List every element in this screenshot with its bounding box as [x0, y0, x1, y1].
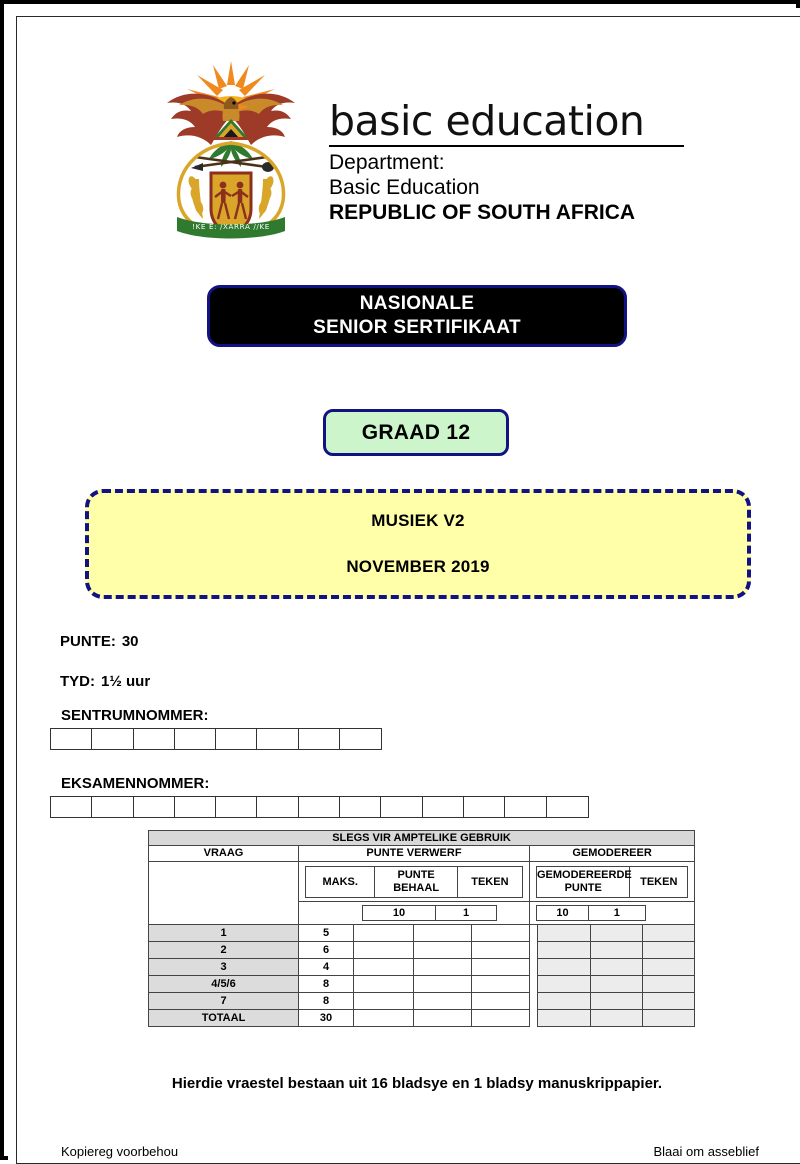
moderated-marks-cell[interactable] [591, 993, 643, 1010]
department-brand-text [329, 99, 684, 225]
exam-number-cell[interactable] [423, 797, 464, 817]
question-column-blank [149, 862, 299, 925]
question-number: 3 [149, 959, 299, 976]
question-number: 7 [149, 993, 299, 1010]
certificate-line-2: SENIOR SERTIFIKAAT [313, 317, 521, 338]
marks-achieved-cell[interactable] [354, 925, 414, 942]
subheader-max: MAKS. [306, 867, 375, 898]
subject-title: MUSIEK V2 [371, 511, 465, 530]
max-marks: 6 [299, 942, 354, 959]
exam-number-cell[interactable] [257, 797, 298, 817]
moderated-marks-cell[interactable] [538, 976, 591, 993]
certificate-line-1: NASIONALE [359, 293, 475, 314]
marker-code-10: 10 [362, 906, 436, 921]
table-row-title [149, 831, 695, 846]
subheader-sign: TEKEN [457, 867, 522, 898]
moderated-marks-cell[interactable] [538, 959, 591, 976]
table-row [149, 925, 695, 942]
subject-box [85, 489, 751, 599]
exam-number-cell[interactable] [51, 797, 92, 817]
centre-number-cell[interactable] [51, 729, 92, 749]
table-spacer [530, 959, 538, 976]
brand-department-name: Basic Education [329, 176, 480, 199]
moderated-marks-cell[interactable] [591, 959, 643, 976]
table-row-total [149, 1010, 695, 1027]
total-label: TOTAAL [149, 1010, 299, 1027]
marks-value: 30 [121, 633, 139, 650]
exam-number-input[interactable] [50, 796, 589, 818]
total-marks-achieved-cell[interactable] [354, 1010, 414, 1027]
centre-number-cell[interactable] [257, 729, 298, 749]
exam-number-cell[interactable] [92, 797, 133, 817]
exam-number-cell[interactable] [547, 797, 588, 817]
marks-achieved-cell[interactable] [414, 959, 472, 976]
table-spacer [530, 925, 538, 942]
brand-divider [329, 145, 684, 147]
marker-sign-cell[interactable] [472, 976, 530, 993]
centre-number-cell[interactable] [175, 729, 216, 749]
subheader-moderator-sign: TEKEN [630, 867, 688, 898]
max-marks: 5 [299, 925, 354, 942]
marks-achieved-cell[interactable] [414, 942, 472, 959]
copyright-notice: Kopiereg voorbehou [61, 1144, 179, 1159]
moderated-marks-cell[interactable] [591, 942, 643, 959]
moderator-code-group [530, 902, 695, 925]
table-spacer [530, 976, 538, 993]
centre-number-input[interactable] [50, 728, 382, 750]
question-number: 1 [149, 925, 299, 942]
column-header-marks-obtained: PUNTE VERWERF [299, 846, 530, 862]
total-moderator-sign-cell[interactable] [643, 1010, 695, 1027]
question-number: 4/5/6 [149, 976, 299, 993]
table-row-subheaders [149, 862, 695, 902]
total-moderated-cell[interactable] [538, 1010, 591, 1027]
exam-number-cell[interactable] [216, 797, 257, 817]
subheader-marks-achieved: PUNTE BEHAAL [375, 867, 457, 898]
centre-number-cell[interactable] [134, 729, 175, 749]
marker-code-1: 1 [436, 906, 496, 921]
marks-achieved-cell[interactable] [414, 976, 472, 993]
department-header [151, 51, 691, 241]
moderated-marks-cell[interactable] [591, 976, 643, 993]
marks-row [60, 632, 460, 651]
max-marks: 8 [299, 976, 354, 993]
moderator-subheader-group [530, 862, 695, 902]
moderated-marks-cell[interactable] [591, 925, 643, 942]
table-row-sections [149, 846, 695, 862]
moderator-code-10: 10 [537, 906, 589, 921]
centre-number-cell[interactable] [216, 729, 257, 749]
marks-achieved-cell[interactable] [354, 976, 414, 993]
table-spacer [530, 1010, 538, 1027]
exam-number-cell[interactable] [340, 797, 381, 817]
column-header-question: VRAAG [149, 846, 299, 862]
certificate-title-box [207, 285, 627, 347]
marks-label: PUNTE: [60, 633, 116, 650]
page-border-inner [8, 8, 800, 1160]
marks-achieved-cell[interactable] [414, 925, 472, 942]
table-spacer [530, 942, 538, 959]
moderated-marks-cell[interactable] [538, 942, 591, 959]
exam-number-cell[interactable] [299, 797, 340, 817]
grade-label: GRAAD 12 [361, 420, 471, 444]
brand-department-label: Department: [329, 151, 445, 174]
max-marks: 8 [299, 993, 354, 1010]
official-use-table [148, 830, 695, 1027]
marker-subheader-table [305, 866, 523, 898]
brand-title: basic education [329, 97, 645, 145]
subheader-moderated-marks: GEMODEREERDE PUNTE [537, 867, 630, 898]
marks-achieved-cell[interactable] [354, 959, 414, 976]
exam-number-cell[interactable] [464, 797, 505, 817]
table-spacer [530, 993, 538, 1010]
marker-code-table [362, 905, 497, 921]
moderated-marks-cell[interactable] [538, 993, 591, 1010]
brand-country: REPUBLIC OF SOUTH AFRICA [329, 201, 636, 224]
exam-number-cell[interactable] [134, 797, 175, 817]
marker-code-group [299, 902, 530, 925]
exam-number-cell[interactable] [381, 797, 422, 817]
column-header-moderated: GEMODEREER [530, 846, 695, 862]
moderator-subheader-table [536, 866, 688, 898]
max-marks: 4 [299, 959, 354, 976]
moderator-sign-cell[interactable] [643, 976, 695, 993]
total-max-marks: 30 [299, 1010, 354, 1027]
table-row [149, 942, 695, 959]
moderator-code-table [536, 905, 646, 921]
centre-number-cell[interactable] [92, 729, 133, 749]
time-value: 1½ uur [101, 673, 151, 690]
official-use-title: SLEGS VIR AMPTELIKE GEBRUIK [149, 831, 695, 846]
document-sheet [16, 16, 800, 1164]
centre-number-cell[interactable] [340, 729, 381, 749]
total-moderated-cell[interactable] [591, 1010, 643, 1027]
exam-number-cell[interactable] [175, 797, 216, 817]
moderated-marks-cell[interactable] [538, 925, 591, 942]
centre-number-label: SENTRUMNOMMER: [61, 707, 209, 724]
moderator-sign-cell[interactable] [643, 993, 695, 1010]
svg-text:!KE E: /XARRA //KE: !KE E: /XARRA //KE [192, 222, 270, 231]
exam-number-label: EKSAMENNOMMER: [61, 775, 210, 792]
table-row [149, 959, 695, 976]
south-african-coat-of-arms-icon [151, 51, 311, 241]
table-row [149, 993, 695, 1010]
marker-sign-cell[interactable] [472, 942, 530, 959]
marker-subheader-group [299, 862, 530, 902]
moderator-sign-cell[interactable] [643, 925, 695, 942]
centre-number-cell[interactable] [299, 729, 340, 749]
page-count-note: Hierdie vraestel bestaan uit 16 bladsye en 1 bladsy manuskrippapier. [171, 1075, 663, 1092]
grade-box [323, 409, 509, 456]
table-row [149, 976, 695, 993]
marker-sign-cell[interactable] [472, 993, 530, 1010]
moderator-sign-cell[interactable] [643, 942, 695, 959]
subject-session: NOVEMBER 2019 [346, 557, 490, 576]
question-number: 2 [149, 942, 299, 959]
time-label: TYD: [60, 673, 95, 690]
total-marker-sign-cell[interactable] [472, 1010, 530, 1027]
total-marks-achieved-cell[interactable] [414, 1010, 472, 1027]
marker-sign-cell[interactable] [472, 959, 530, 976]
time-row [60, 672, 460, 691]
marks-achieved-cell[interactable] [354, 942, 414, 959]
moderator-sign-cell[interactable] [643, 959, 695, 976]
marks-achieved-cell[interactable] [354, 993, 414, 1010]
exam-number-cell[interactable] [505, 797, 546, 817]
marker-sign-cell[interactable] [472, 925, 530, 942]
moderator-code-1: 1 [589, 906, 645, 921]
marks-achieved-cell[interactable] [414, 993, 472, 1010]
turn-over-notice: Blaai om asseblief [653, 1144, 759, 1159]
exam-meta [60, 632, 460, 712]
